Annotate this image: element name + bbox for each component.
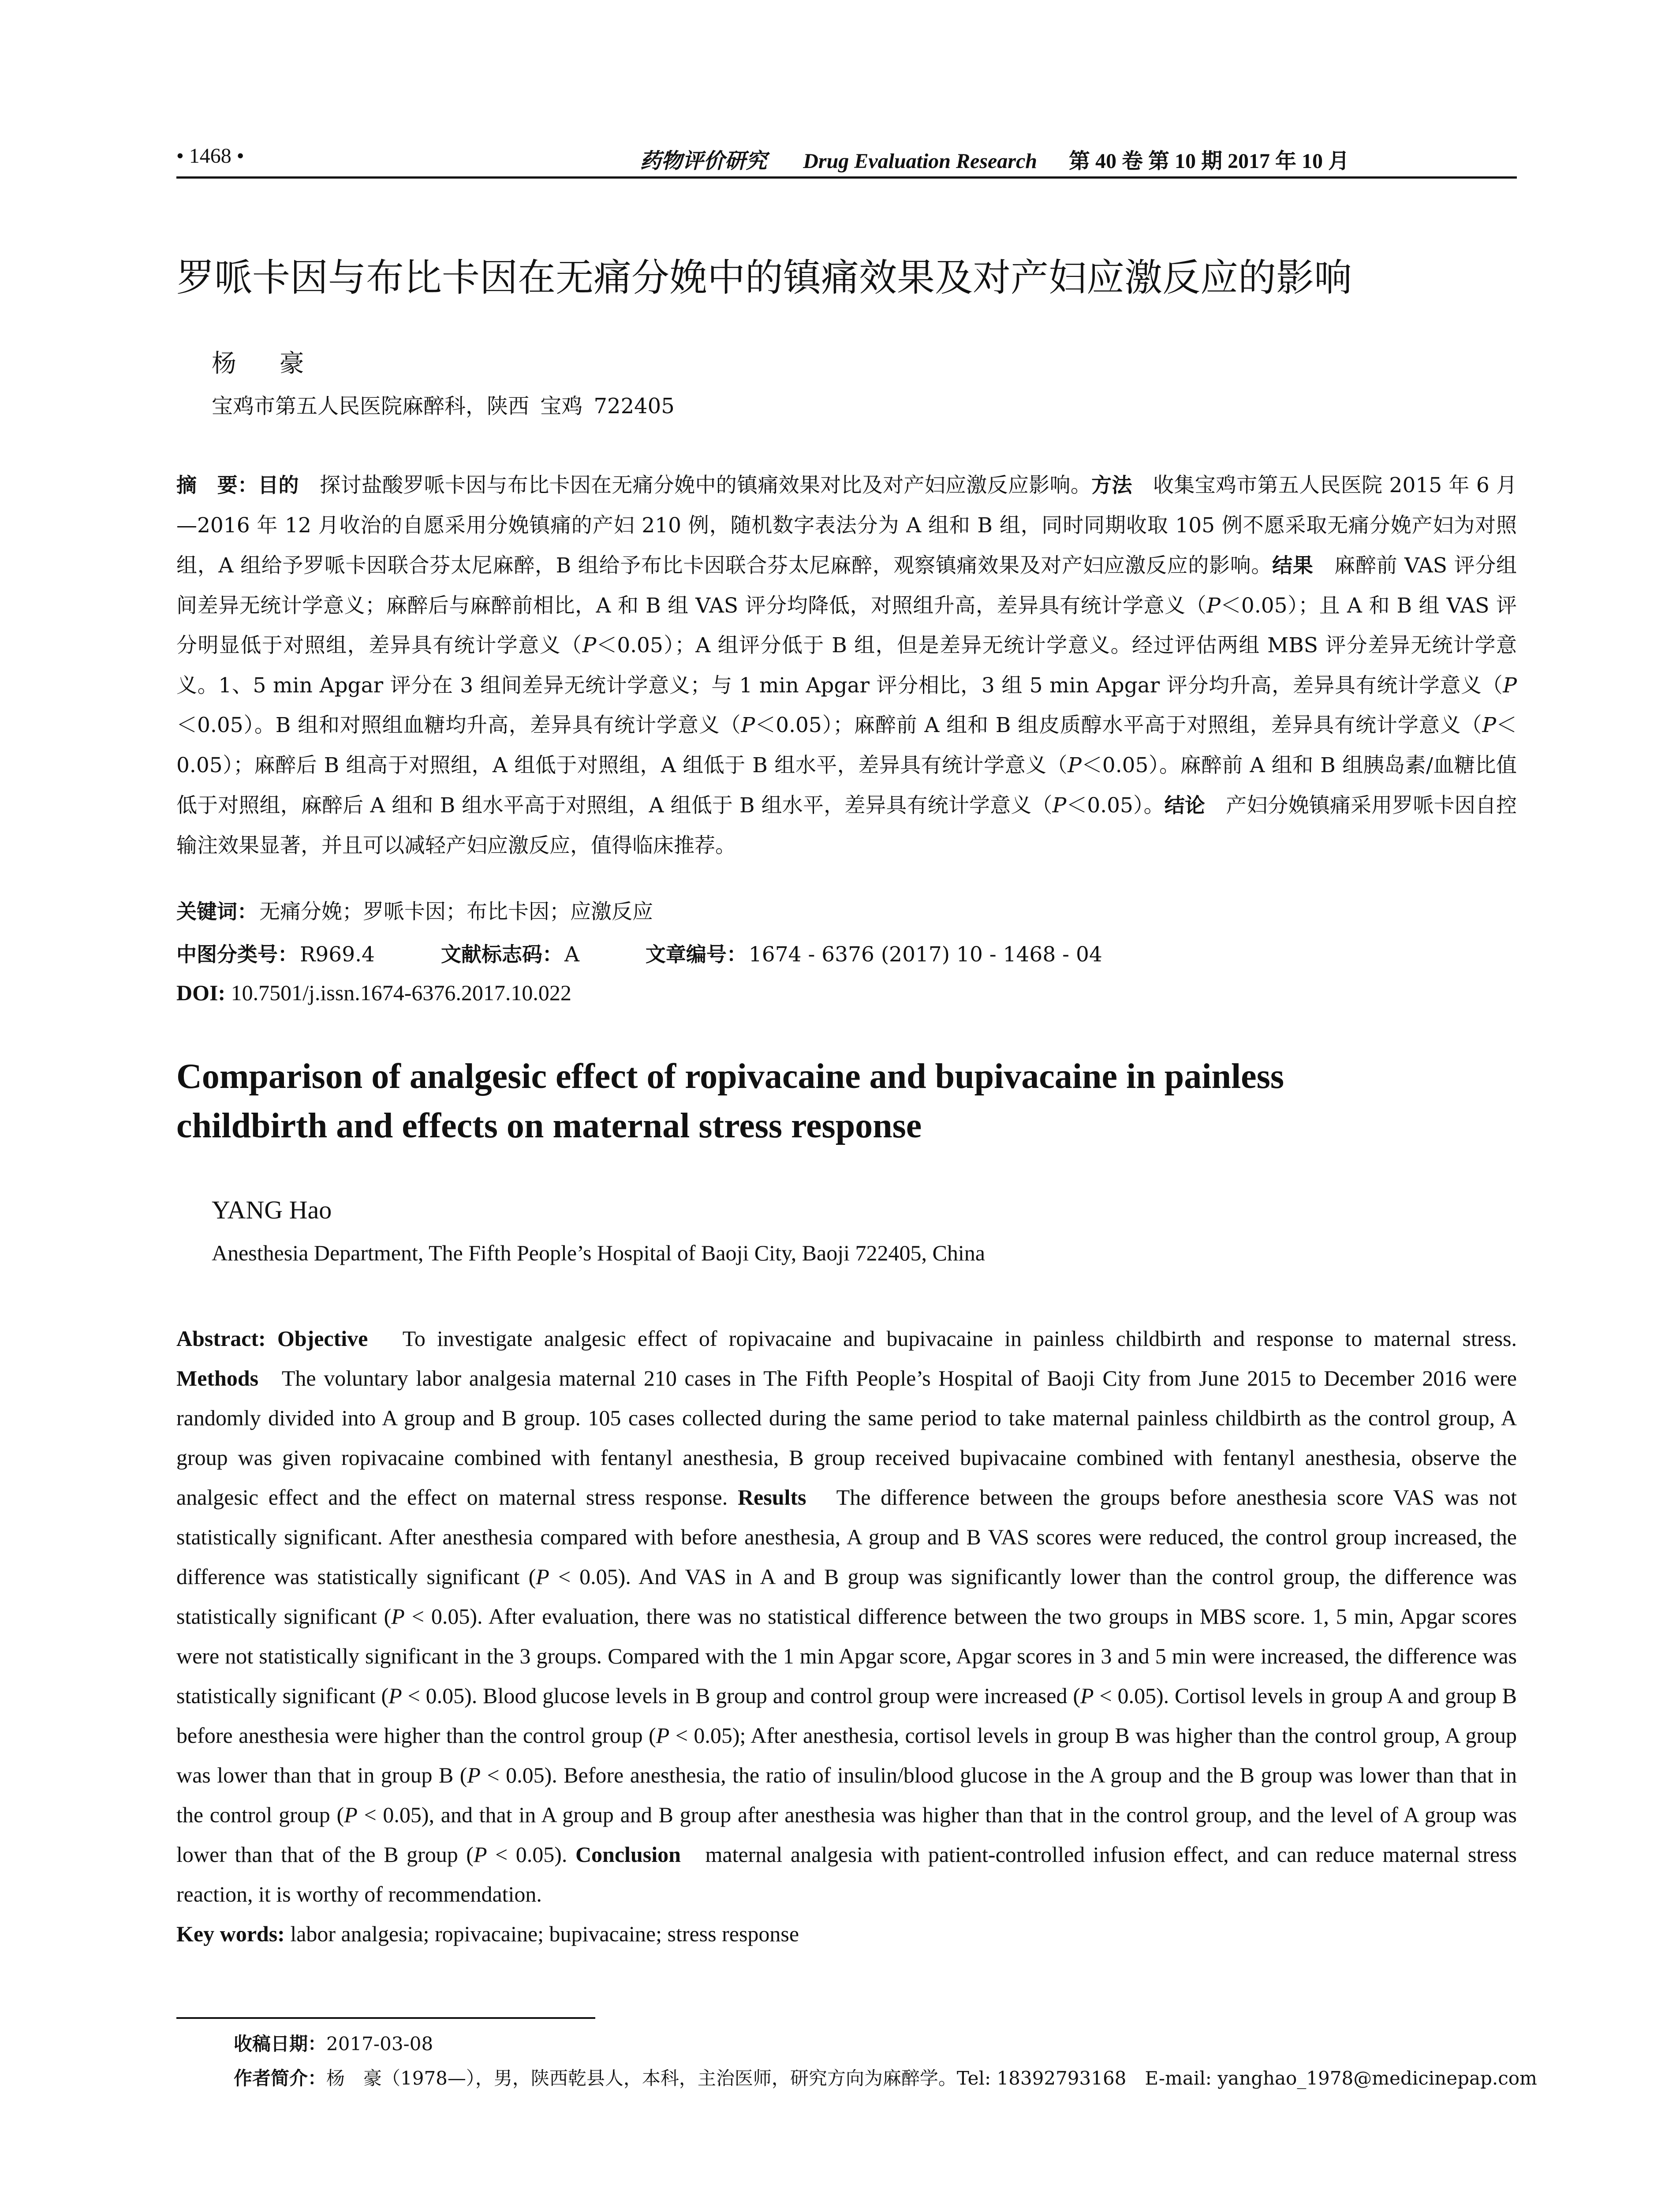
en-abstract-label: Abstract: bbox=[176, 1326, 266, 1351]
en-abstract-text bbox=[176, 1319, 1517, 1914]
p-symbol: P bbox=[1052, 793, 1067, 818]
doi-label: DOI: bbox=[176, 980, 226, 1005]
article-no-value: 1674 - 6376 (2017) 10 - 1468 - 04 bbox=[748, 942, 1102, 967]
page-number: • 1468 • bbox=[176, 144, 244, 168]
doc-code-value: A bbox=[564, 942, 579, 967]
en-results-2: < 0.05). And VAS in A and B group was significantly lower than the control group, the difference was statistically significant ( bbox=[176, 1564, 1517, 1629]
en-keywords-label: Key words: bbox=[176, 1921, 285, 1946]
cn-author: 杨 豪 bbox=[212, 349, 322, 378]
clc-value: R969.4 bbox=[300, 942, 375, 967]
cn-objective-label: 目的 bbox=[258, 473, 299, 497]
en-title-line-2: childbirth and effects on maternal stress response bbox=[176, 1106, 922, 1145]
cn-results-label: 结果 bbox=[1272, 553, 1314, 577]
cn-classification-line bbox=[176, 938, 1102, 968]
cn-affiliation: 宝鸡市第五人民医院麻醉科，陕西 宝鸡 722405 bbox=[212, 394, 675, 419]
doi-line bbox=[176, 980, 571, 1005]
doi-value: 10.7501/j.issn.1674-6376.2017.10.022 bbox=[231, 980, 571, 1005]
cn-abstract bbox=[176, 465, 1517, 866]
en-keywords: labor analgesia; ropivacaine; bupivacaine; stress response bbox=[290, 1921, 799, 1946]
cn-abstract-text bbox=[176, 465, 1517, 866]
en-results-6: < 0.05); After anesthesia, cortisol levels in group B was higher than the control group, A group was lower than that in group B ( bbox=[176, 1723, 1517, 1787]
p-symbol: P bbox=[741, 713, 755, 737]
en-conclusion-label: Conclusion bbox=[575, 1842, 681, 1867]
en-conclusion: maternal analgesia with patient-controlled infusion effect, and can reduce maternal stress reaction, it is worthy of recommendation. bbox=[176, 1842, 1517, 1906]
p-symbol: P bbox=[1503, 673, 1517, 698]
en-objective-label: Objective bbox=[277, 1326, 368, 1351]
running-header bbox=[176, 140, 1517, 180]
p-symbol: P bbox=[391, 1604, 405, 1629]
en-results-5: < 0.05). Cortisol levels in group A and group B before anesthesia were higher than the control group ( bbox=[176, 1683, 1517, 1748]
author-bio-note bbox=[234, 2064, 1537, 2090]
doc-code-label: 文献标志码： bbox=[441, 942, 563, 966]
en-affiliation: Anesthesia Department, The Fifth People’s Hospital of Baoji City, Baoji 722405, China bbox=[212, 1241, 985, 1265]
cn-keywords-line bbox=[176, 895, 653, 925]
en-author: YANG Hao bbox=[212, 1196, 332, 1224]
en-methods-label: Methods bbox=[176, 1366, 259, 1390]
en-results-9: < 0.05). bbox=[487, 1842, 567, 1867]
cn-results-5: ＜0.05）；麻醉前 A 组和 B 组皮质醇水平高于对照组，差异具有统计学意义（ bbox=[755, 713, 1482, 737]
cn-conclusion-label: 结论 bbox=[1164, 793, 1206, 817]
cn-keywords: 无痛分娩；罗哌卡因；布比卡因；应激反应 bbox=[259, 900, 653, 924]
cn-objective: 探讨盐酸罗哌卡因与布比卡因在无痛分娩中的镇痛效果对比及对产妇应激反应影响。 bbox=[320, 473, 1092, 497]
en-title-line-1: Comparison of analgesic effect of ropivacaine and bupivacaine in painless bbox=[176, 1057, 1284, 1096]
cn-results-8: ＜0.05）。 bbox=[1066, 793, 1165, 818]
cn-keywords-label: 关键词： bbox=[176, 900, 258, 923]
en-results-8: < 0.05), and that in A group and B group after anesthesia was higher than that in the control group, and the level of A group was lower than that of the B group ( bbox=[176, 1802, 1517, 1867]
p-symbol: P bbox=[1080, 1683, 1094, 1708]
en-methods: The voluntary labor analgesia maternal 210 cases in The Fifth People’s Hospital of Baoji City from June 2015 to December 2016 were randomly divided into A group and B group. 105 cases collected during the same period to take maternal painless childbirth as the control group, A group was given ropivacaine combined with fentanyl anesthesia, B group received bupivacaine combined with fentanyl anesthesia, observe the analgesic effect and the effect on maternal stress response. bbox=[176, 1366, 1517, 1510]
journal-info bbox=[640, 144, 1349, 174]
p-symbol: P bbox=[656, 1723, 670, 1748]
en-title bbox=[176, 1052, 1543, 1151]
en-results-4: < 0.05). Blood glucose levels in B group and control group were increased ( bbox=[402, 1683, 1080, 1708]
p-symbol: P bbox=[473, 1842, 487, 1867]
cn-abstract-label: 摘 要： bbox=[176, 473, 258, 497]
p-symbol: P bbox=[388, 1683, 402, 1708]
p-symbol: P bbox=[582, 633, 597, 658]
p-symbol: P bbox=[536, 1564, 549, 1589]
issue-info: 第 40 卷 第 10 期 2017 年 10 月 bbox=[1068, 149, 1349, 173]
p-symbol: P bbox=[1482, 713, 1496, 737]
en-results-7: < 0.05). Before anesthesia, the ratio of insulin/blood glucose in the A group and the B group was lower than that in the control group ( bbox=[176, 1763, 1517, 1827]
header-rule bbox=[176, 176, 1517, 179]
author-bio-label: 作者简介： bbox=[234, 2067, 327, 2089]
en-results-3: < 0.05). After evaluation, there was no statistical difference between the two groups in MBS score. 1, 5 min, Apgar scores were not statistically significant in the 3 groups. Compared with the 1 min Apgar score, Apgar scores in 3 and 5 min were increased, the difference was statistically significant ( bbox=[176, 1604, 1517, 1708]
p-symbol: P bbox=[1068, 753, 1082, 777]
en-results-label: Results bbox=[737, 1485, 806, 1510]
cn-results-2: ＜0.05）；且 A 和 B 组 VAS 评分明显低于对照组，差异具有统计学意义（ bbox=[176, 593, 1517, 658]
received-date-note bbox=[234, 2029, 433, 2056]
cn-methods: 收集宝鸡市第五人民医院 2015 年 6 月—2016 年 12 月收治的自愿采用分娩镇痛的产妇 210 例，随机数字表法分为 A 组和 B 组，同时同期收取 105 例不愿采取无痛分娩产妇为对照组，A 组给予罗哌卡因联合芬太尼麻醉，B 组给予布比卡因联合芬太尼麻醉，观察镇痛效果及对产妇应激反应的影响。 bbox=[176, 473, 1517, 578]
p-symbol: P bbox=[467, 1763, 481, 1787]
cn-results-1: 麻醉前 VAS 评分组间差异无统计学意义；麻醉后与麻醉前相比，A 和 B 组 VAS 评分均降低，对照组升高，差异具有统计学意义（ bbox=[176, 553, 1517, 618]
p-symbol: P bbox=[1206, 593, 1221, 618]
cn-results-4: ＜0.05）。B 组和对照组血糖均升高，差异具有统计学意义（ bbox=[176, 713, 741, 737]
journal-cn-logo: 药物评价研究 bbox=[640, 149, 767, 173]
clc-label: 中图分类号： bbox=[176, 942, 298, 966]
p-symbol: P bbox=[344, 1802, 358, 1827]
en-abstract bbox=[176, 1319, 1517, 1954]
cn-methods-label: 方法 bbox=[1091, 473, 1132, 497]
en-results-1: The difference between the groups before anesthesia score VAS was not statistically significant. After anesthesia compared with before anesthesia, A group and B VAS scores were reduced, the control group increased, the difference was statistically significant ( bbox=[176, 1485, 1517, 1589]
cn-title: 罗哌卡因与布比卡因在无痛分娩中的镇痛效果及对产妇应激反应的影响 bbox=[176, 256, 1352, 300]
en-objective: To investigate analgesic effect of ropivacaine and bupivacaine in painless childbirth and response to maternal stress. bbox=[402, 1326, 1517, 1351]
received-label: 收稿日期： bbox=[234, 2033, 327, 2055]
article-no-label: 文章编号： bbox=[645, 942, 747, 966]
author-bio: 杨 豪（1978—），男，陕西乾县人，本科，主治医师，研究方向为麻醉学。Tel: 18392793168 E-mail: yanghao_1978@medicinepap.com bbox=[326, 2067, 1537, 2089]
journal-en-name: Drug Evaluation Research bbox=[803, 149, 1037, 173]
cn-results-6: ＜0.05）；麻醉后 B 组高于对照组，A 组低于对照组，A 组低于 B 组水平，差异具有统计学意义（ bbox=[176, 713, 1517, 777]
en-keywords-line bbox=[176, 1914, 1517, 1954]
cn-results-7: ＜0.05）。麻醉前 A 组和 B 组胰岛素/血糖比值低于对照组，麻醉后 A 组和 B 组水平高于对照组，A 组低于 B 组水平，差异具有统计学意义（ bbox=[176, 753, 1517, 818]
footnote-rule bbox=[176, 2017, 595, 2019]
received-date: 2017-03-08 bbox=[326, 2033, 433, 2055]
cn-results-3: ＜0.05）；A 组评分低于 B 组，但是差异无统计学意义。经过评估两组 MBS 评分差异无统计学意义。1、5 min Apgar 评分在 3 组间差异无统计学意义；与 1 min Apgar 评分相比，3 组 5 min Apgar 评分均升高，差异具有统计学意义（ bbox=[176, 633, 1517, 698]
cn-conclusion: 产妇分娩镇痛采用罗哌卡因自控输注效果显著，并且可以减轻产妇应激反应，值得临床推荐。 bbox=[176, 793, 1517, 858]
